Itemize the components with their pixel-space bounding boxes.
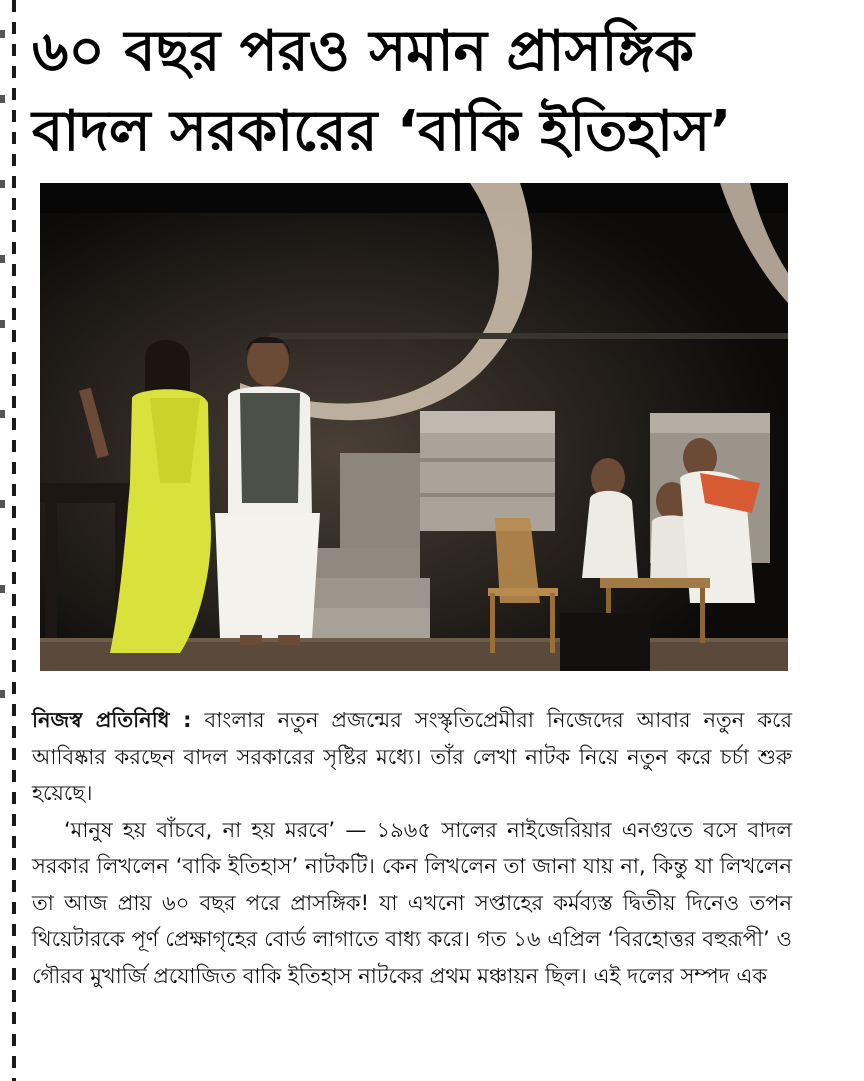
article-body [32,702,792,994]
byline: নিজস্ব প্রতিনিধি : [32,708,192,732]
paragraph-1-text: বাংলার নতুন প্রজন্মের সংস্কৃতিপ্রেমীরা নিজেদের আবার নতুন করে আবিষ্কার করছেন বাদল সরকারের সৃষ্টির মধ্যে। তাঁর লেখা নাটক নিয়ে নতুন করে চর্চা শুরু হয়েছে। [32,708,792,805]
stage-performance-photo [40,183,788,671]
article-paragraph-1 [32,702,792,812]
headline-line-2: বাদল সরকারের ‘বাকি ইতিহাস’ [32,99,732,164]
article-paragraph-2: ‘মানুষ হয় বাঁচবে, না হয় মরবে’ — ১৯৬৫ সালের নাইজেরিয়ার এনগুতে বসে বাদল সরকার লিখলেন ‘বাকি ইতিহাস’ নাটকটি। কেন লিখলেন তা জানা যায় না, কিন্তু যা লিখলেন তা আজ প্রায় ৬০ বছর পরে প্রাসঙ্গিক! যা এখনো সপ্তাহের কর্মব্যস্ত দ্বিতীয় দিনেও তপন থিয়েটারকে পূর্ণ প্রেক্ষাগৃহের বোর্ড লাগাতে বাধ্য করে। গত ১৬ এপ্রিল ‘বিরহোত্তর বহুরূপী’ ও গৌরব মুখার্জি প্রযোজিত বাকি ইতিহাস নাটকের প্রথম মঞ্চায়ন ছিল। এই দলের সম্পদ এক [32,817,792,988]
clipping-cut-border [12,0,16,1081]
stage-scene-illustration [40,183,788,671]
headline-line-1: ৬০ বছর পরও সমান প্রাসঙ্গিক [32,19,694,84]
headline [32,12,832,172]
clipping-edge-marks [0,0,10,1081]
